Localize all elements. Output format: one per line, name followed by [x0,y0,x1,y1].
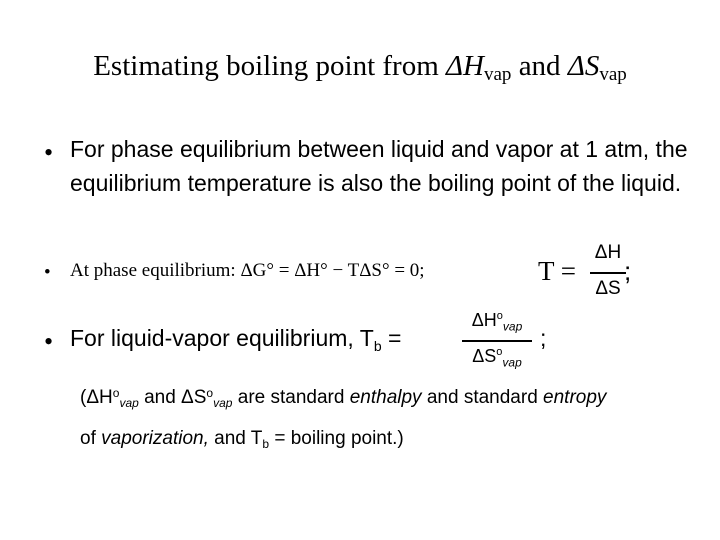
note-enthalpy: enthalpy [349,387,422,408]
note-are-standard: are standard [232,387,350,408]
bullet-3-text [70,325,401,354]
note-sub-b: b [262,437,270,451]
denominator-sup: o [496,346,503,358]
bullet-marker-2: • [44,262,51,283]
note-and-delta-s: and ΔS [138,387,207,408]
fraction-bar [590,272,626,274]
denominator-delta-s: ΔS [472,346,497,366]
bullet-3-fraction [462,308,532,376]
fraction-denominator [462,346,532,370]
note-sup-1: o [112,386,120,400]
note-delta-h: (ΔH [80,387,113,408]
note-sub-vap-1: vap [119,396,139,410]
bullet-3-sub-b: b [373,338,382,354]
bullet-3-label: For liquid-vapor equilibrium, T [70,325,374,351]
note-and-t: and T [208,428,263,449]
note-boiling-point: = boiling point.) [269,428,404,449]
numerator-delta-h: ΔH [471,310,497,330]
fraction-bar [462,340,532,342]
note-entropy: entropy [543,387,607,408]
bullet-3-equals: = [381,325,402,351]
slide-title [0,50,720,86]
title-delta-h: ΔH [446,50,484,82]
bullet-2-text: At phase equilibrium: ΔG° = ΔH° − TΔS° = 0; [70,260,425,281]
title-delta-s: ΔS [567,50,600,82]
note-line-2 [80,428,404,451]
denominator-sub: vap [502,355,522,370]
note-sup-2: o [206,386,214,400]
bullet-2-t-equals: T = [538,256,576,286]
fraction-numerator: ΔH [594,242,622,263]
note-vaporization: vaporization, [101,428,209,449]
numerator-sub: vap [502,319,523,334]
note-line-1 [80,386,606,410]
bullet-marker-1: • [44,138,54,167]
title-vap-sub-1: vap [484,64,512,85]
title-main: Estimating boiling point from [93,50,447,82]
note-and-standard: and standard [421,387,544,408]
bullet-2-fraction [590,242,626,302]
numerator-sup: o [496,310,503,322]
note-sub-vap-2: vap [213,396,233,410]
bullet-1-text: For phase equilibrium between liquid and vapor at 1 atm, the equilibrium temperature is also the boiling point of the liquid. [70,136,688,196]
title-and: and [511,50,568,82]
fraction-denominator: ΔS [595,278,621,299]
bullet-3-semicolon: ; [540,325,547,351]
title-vap-sub-2: vap [599,64,627,85]
note-of: of [80,428,102,449]
bullet-2-semicolon: ; [624,256,632,286]
fraction-numerator [462,310,532,334]
bullet-marker-3: • [44,327,54,356]
